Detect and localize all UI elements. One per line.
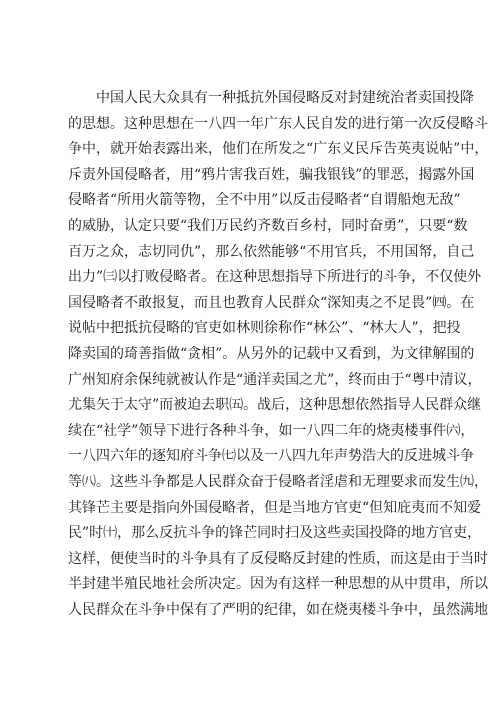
text-line: 降卖国的琦善指做“贪相”。从另外的记载中又看到，为文律解围的 <box>68 345 475 362</box>
text-line: 等㈧。这些斗争都是人民群众奋于侵略者淫虐和无理要求而发生㈨， <box>68 473 488 490</box>
text-line: 其锋芒主要是指向外国侵略者，但是当地方官吏“但知庇夷而不知爱 <box>68 499 482 516</box>
text-line: 百万之众，志切同仇”，那么依然能够“不用官兵，不用国帑，自己 <box>68 243 475 260</box>
body-text <box>68 86 489 623</box>
text-line: 的威胁，认定只要“我们万民约齐数百乡村，同时奋勇”，只要“数 <box>68 217 468 234</box>
text-line: 侵略者“所用火箭等物，全不中用”以反击侵略者“自谓船炮无敌” <box>68 192 461 209</box>
text-line: 广州知府余保纯就被认作是“通洋卖国之尤”，终而由于“粤中清议， <box>68 371 482 388</box>
text-line: 续在“社学”领导下进行各种斗争，如一八四二年的烧夷楼事件㈥， <box>68 422 475 439</box>
text-line: 国侵略者不敢报复，而且也教育人民群众“深知夷之不足畏”㈣。在 <box>68 294 475 311</box>
text-line: 中国人民大众具有一种抵抗外国侵略反对封建统治者卖国投降 <box>96 90 474 106</box>
text-line: 人民群众在斗争中保有了严明的纪律，如在烧夷楼斗争中，虽然满地 <box>68 601 488 618</box>
text-line: 说帖中把抵抗侵略的官吏如林则徐称作“林公”、“林大人”，把投 <box>68 320 461 337</box>
text-line: 的思想。这种思想在一八四一年广东人民自发的进行第一次反侵略斗 <box>68 115 488 132</box>
text-line: 尤集矢于太守”而被迫去职㈤。战后，这种思想依然指导人民群众继 <box>68 397 482 414</box>
text-line: 半封建半殖民地社会所决定。因为有这样一种思想的从中贯串，所以 <box>68 576 488 593</box>
text-line: 这样，便使当时的斗争具有了反侵略反封建的性质，而这是由于当时 <box>68 550 488 567</box>
text-line: 出力”㈢以打败侵略者。在这种思想指导下所进行的斗争，不仅使外 <box>68 269 482 286</box>
text-line: 斥责外国侵略者，用“鸦片害我百姓，骗我银钱”的罪恶，揭露外国 <box>68 166 475 183</box>
text-line: 民”时㈩，那么反抗斗争的锋芒同时扫及这些卖国投降的地方官吏， <box>68 525 482 542</box>
text-line: 争中，就开始表露出来，他们在所发之“广东义民斥告英夷说帖”中， <box>68 141 489 158</box>
text-line: 一八四六年的逐知府斗争㈦以及一八四九年声势浩大的反进城斗争 <box>68 448 474 465</box>
